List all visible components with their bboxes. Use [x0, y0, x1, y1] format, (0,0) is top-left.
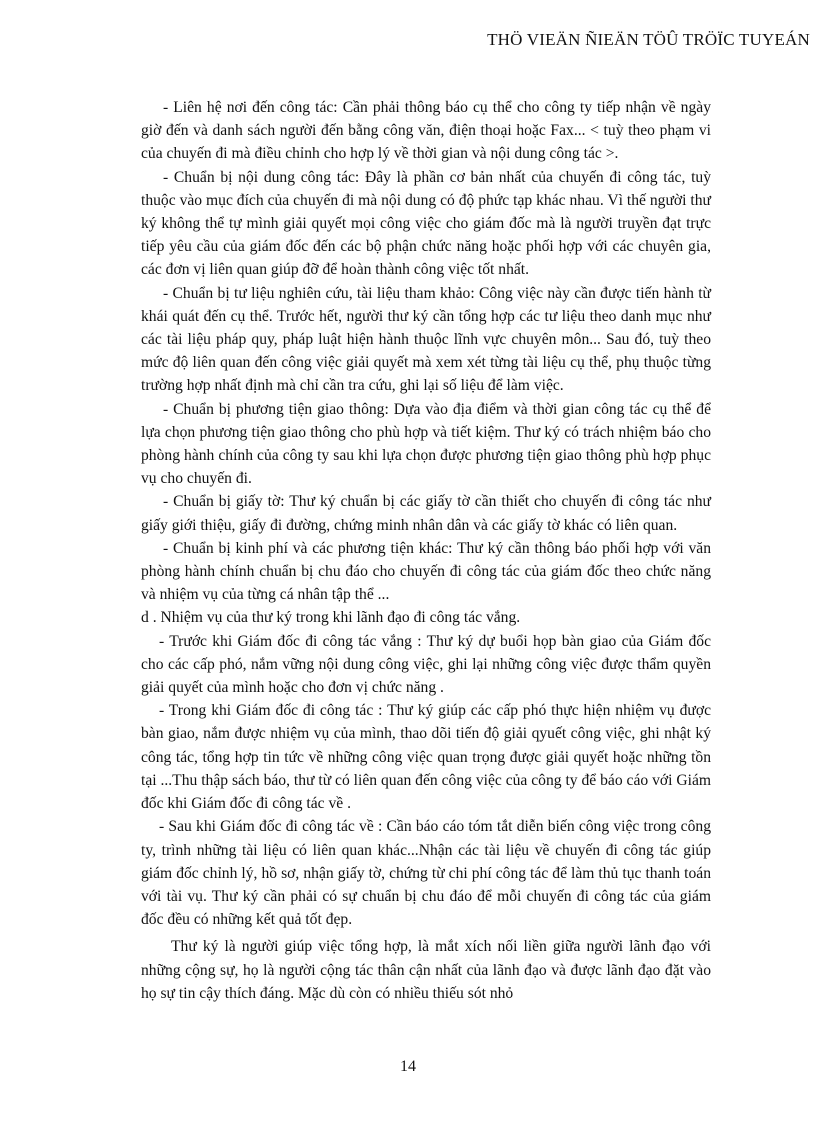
page-number: 14 — [400, 1058, 416, 1075]
paragraph-conclusion: Thư ký là người giúp việc tổng hợp, là mắt xích nối liền giữa người lãnh đạo với những cộng sự, họ là người cộng tác thân cận nhất của lãnh đạo và được lãnh đạo đặt vào họ sự tin cậy thích đáng. Mặc dù còn có nhiều thiếu sót nhỏ — [141, 938, 711, 1002]
paragraph-after-trip: - Sau khi Giám đốc đi công tác về : Cần báo cáo tóm tắt diễn biến công việc trong công ty, trình những tài liệu có liên quan khác...Nhận các tài liệu về chuyến đi công tác giúp giám đốc chỉnh lý, hồ sơ, nhận giấy tờ, chứng từ chi phí công tác để làm thủ tục thanh toán với tài vụ. Thư ký cần phải có sự chuẩn bị chu đáo để mỗi chuyến đi công tác của giám đốc đều có những kết quả tốt đẹp. — [141, 818, 711, 929]
paragraph-during-trip: - Trong khi Giám đốc đi công tác : Thư ký giúp các cấp phó thực hiện nhiệm vụ được bàn giao, nắm được nhiệm vụ của mình, thao dõi tiến độ giải qyuết công việc, ghi nhật ký công tác, tổng hợp tin tức về những công việc quan trọng được giải quyết hoặc những tồn tại ...Thu thập sách báo, thư từ có liên quan đến công việc của công ty để báo cáo với Giám đốc khi Giám đốc đi công tác về . — [141, 702, 711, 813]
paragraph-prepare-documents: - Chuẩn bị tư liệu nghiên cứu, tài liệu tham khảo: Công việc này cần được tiến hành từ khái quát đến cụ thể. Trước hết, người thư ký cần tổng hợp các tư liệu theo danh mục như các tài liệu pháp quy, pháp luật hiện hành thuộc lĩnh vực chuyên môn... Sau đó, tuỳ theo mức độ liên quan đến công việc giải quyết mà xem xét từng tài liệu cụ thể, phụ thuộc từng trường hợp nhất định mà chỉ cần tra cứu, ghi lại số liệu để làm việc. — [141, 284, 711, 395]
paragraph-before-trip: - Trước khi Giám đốc đi công tác vắng : Thư ký dự buổi họp bàn giao của Giám đốc cho các cấp phó, nắm vững nội dung công việc, ghi lại những công việc được thẩm quyền giải quyết của mình hoặc cho đơn vị chức năng . — [141, 632, 711, 697]
paragraph-prepare-transport: - Chuẩn bị phương tiện giao thông: Dựa vào địa điểm và thời gian công tác cụ thể để lựa chọn phương tiện giao thông cho phù hợp và tiết kiệm. Thư ký có trách nhiệm báo cho phòng hành chính của công ty sau khi lựa chọn được phương tiện giao thông phù hợp phục vụ cho chuyến đi. — [141, 400, 711, 488]
paragraph-contact-destination: - Liên hệ nơi đến công tác: Cần phải thông báo cụ thể cho công ty tiếp nhận về ngày giờ đến và danh sách người đến bằng công văn, điện thoại hoặc Fax... < tuỳ theo phạm vi của chuyến đi mà điều chỉnh cho hợp lý về thời gian và nội dung công tác >. — [141, 99, 711, 163]
section-heading-d: d . Nhiệm vụ của thư ký trong khi lãnh đạo đi công tác vắng. — [141, 609, 521, 627]
paragraph-prepare-budget: - Chuẩn bị kinh phí và các phương tiện khác: Thư ký cần thông báo phối hợp với văn phòng hành chính chuẩn bị chu đáo cho chuyến đi công tác của giám đốc theo chức năng và nhiệm vụ của từng cá nhân tập thể ... — [141, 539, 711, 604]
page-body — [141, 96, 711, 1005]
running-header: THÖ VIEÄN ÑIEÄN TÖÛ TRÖÏC TUYEÁN — [487, 30, 810, 49]
paragraph-prepare-papers: - Chuẩn bị giấy tờ: Thư ký chuẩn bị các giấy tờ cần thiết cho chuyến đi công tác như giấy giới thiệu, giấy đi đường, chứng minh nhân dân và các giấy tờ khác có liên quan. — [141, 493, 711, 534]
paragraph-prepare-content: - Chuẩn bị nội dung công tác: Đây là phần cơ bản nhất của chuyến đi công tác, tuỳ thuộc vào mục đích của chuyến đi mà nội dung có độ phức tạp khác nhau. Vì thế người thư ký không thể tự mình giải quyết mọi công việc cho giám đốc mà là người truyền đạt trực tiếp yêu cầu của giám đốc đến các bộ phận chức năng hoặc phối hợp với các chuyên gia, các đơn vị liên quan giúp đỡ để hoàn thành công việc tốt nhất. — [141, 168, 711, 279]
